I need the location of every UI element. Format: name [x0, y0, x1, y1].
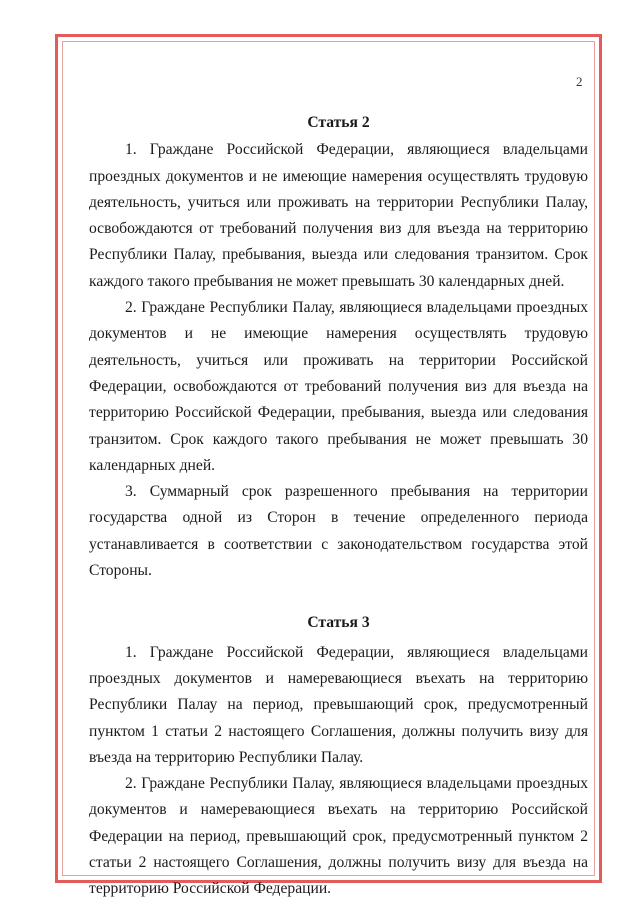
article-3-paragraph-2: 2. Граждане Республики Палау, являющиеся владельцами проездных документов и намеревающиеся въехать на территорию Российской Федерации на период, превышающий срок, предусмотренный пунктом 2 статьи 2 настоящего Соглашения, должны получить визу для въезда на территорию Российской Федерации. — [89, 775, 588, 898]
article-2-paragraph-1: 1. Граждане Российской Федерации, являющиеся владельцами проездных документов и не имеющие намерения осуществлять трудовую деятельность, учиться или проживать на территории Республики Палау, освобождаются от требований получения виз для въезда на территорию Республики Палау, пребывания, выезда или следования транзитом. Срок каждого такого пребывания не может превышать 30 календарных дней. — [89, 141, 588, 290]
article-2-paragraph-3: 3. Суммарный срок разрешенного пребывания на территории государства одной из Сторон в течение определенного периода устанавливается в соответствии с законодательством государства этой Стороны. — [89, 483, 588, 580]
article-2-heading: Статья 2 — [307, 114, 370, 131]
article-3-paragraph-1: 1. Граждане Российской Федерации, являющиеся владельцами проездных документов и намеревающиеся въехать на территорию Республики Палау на период, превышающий срок, предусмотренный пунктом 1 статьи 2 настоящего Соглашения, должны получить визу для въезда на территорию Республики Палау. — [89, 643, 588, 766]
article-3-heading: Статья 3 — [307, 614, 370, 632]
document-body — [89, 110, 588, 903]
article-2-paragraph-2: 2. Граждане Республики Палау, являющиеся владельцами проездных документов и не имеющие намерения осуществлять трудовую деятельность, учиться или проживать на территории Российской Федерации, освобождаются от требований получения виз для въезда на территорию Российской Федерации, пребывания, выезда или следования транзитом. Срок каждого такого пребывания не может превышать 30 календарных дней. — [89, 299, 588, 474]
page-number: 2 — [576, 74, 583, 89]
